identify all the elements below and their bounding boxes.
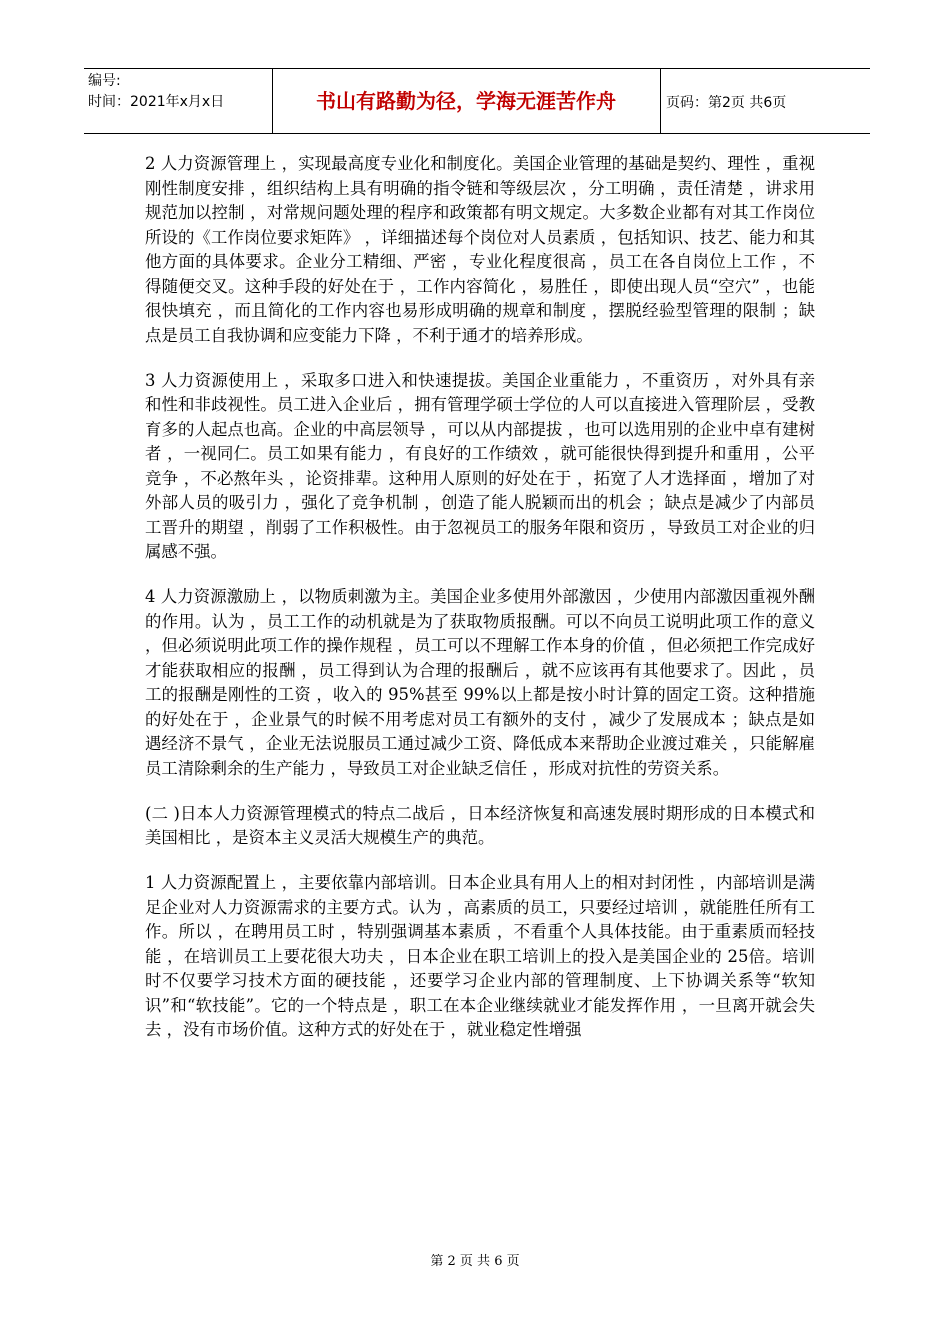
header-page-info: 页码：第2页 共6页 <box>666 95 787 111</box>
header-motto: 书山有路勤为径，学海无涯苦作舟 <box>316 89 616 113</box>
document-time-label: 时间：2021年x月x日 <box>88 94 225 110</box>
header-divider-right <box>660 69 661 133</box>
document-number-label: 编号: <box>88 73 121 89</box>
header-meta <box>88 71 224 113</box>
page-header <box>84 68 870 134</box>
paragraph-us-hr-management: 2 人力资源管理上 ，实现最高度专业化和制度化。美国企业管理的基础是契约、理性 ，重视刚性制度安排 ，组织结构上具有明确的指令链和等级层次 ，分工明确 ，责任清楚 ，讲求用规范加以控制 ，对常规问题处理的程序和政策都有明文规定。大多数企业都有对其工作岗位所设的《工作岗位要求矩阵》 ，详细描述每个岗位对人员素质 ，包括知识、技艺、能力和其他方面的具体要求。企业分工精细、严密 ，专业化程度很高 ，员工在各自岗位上工作 ，不得随便交叉。这种手段的好处在于 ，工作内容简化 ，易胜任 ，即使出现人员“空穴” ，也能很快填充 ，而且简化的工作内容也易形成明确的规章和制度 ，摆脱经验型管理的限制 ；缺点是员工自我协调和应变能力下降 ，不利于通才的培养形成。 <box>145 154 815 345</box>
document-body <box>145 152 815 1212</box>
paragraph-japan-hr-allocation: 1 人力资源配置上 ，主要依靠内部培训。日本企业具有用人上的相对封闭性 ，内部培训是满足企业对人力资源需求的主要方式。认为 ，高素质的员工，只要经过培训 ，就能胜任所有工作。所以 ，在聘用员工时 ，特别强调基本素质 ，不看重个人具体技能。由于重素质而轻技能 ，在培训员工上要花很大功夫 ，日本企业在职工培训上的投入是美国企业的 25倍。培训时不仅要学习技术方面的硬技能 ，还要学习企业内部的管理制度、上下协调关系等“软知识”和“软技能”。它的一个特点是 ，职工在本企业继续就业才能发挥作用 ，一旦离开就会失去 ，没有市场价值。这种方式的好处在于 ，就业稳定性增强 <box>145 873 815 1039</box>
paragraph-us-hr-usage: 3 人力资源使用上 ，采取多口进入和快速提拔。美国企业重能力 ，不重资历 ，对外具有亲和性和非歧视性。员工进入企业后 ，拥有管理学硕士学位的人可以直接进入管理阶层 ，受教育多的人起点也高。企业的中高层领导 ，可以从内部提拔 ，也可以选用别的企业中卓有建树者 ，一视同仁。员工如果有能力 ，有良好的工作绩效 ，就可能很快得到提升和重用 ，公平竞争 ，不必熬年头 ，论资排辈。这种用人原则的好处在于 ，拓宽了人才选择面 ，增加了对外部人员的吸引力 ，强化了竞争机制 ，创造了能人脱颖而出的机会 ；缺点是减少了内部员工晋升的期望 ，削弱了工作积极性。由于忽视员工的服务年限和资历 ，导致员工对企业的归属感不强。 <box>145 370 815 561</box>
paragraph-us-hr-incentive: 4 人力资源激励上 ，以物质刺激为主。美国企业多使用外部激因 ，少使用内部激因重视外酬的作用。认为 ，员工工作的动机就是为了获取物质报酬。可以不向员工说明此项工作的意义 ，但必须说明此项工作的操作规程 ，员工可以不理解工作本身的价值 ，但必须把工作完成好才能获取相应的报酬 ，员工得到认为合理的报酬后 ，就不应该再有其他要求了。因此 ，员工的报酬是刚性的工资 ，收入的 95%甚至 99%以上都是按小时计算的固定工资。这种措施的好处在于 ，企业景气的时候不用考虑对员工有额外的支付 ，减少了发展成本 ；缺点是如遇经济不景气 ，企业无法说服员工通过减少工资、降低成本来帮助企业渡过难关 ，只能解雇员工清除剩余的生产能力 ，导致员工对企业缺乏信任 ，形成对抗性的劳资关系。 <box>145 587 815 778</box>
paragraph-japan-model-intro: (二 )日本人力资源管理模式的特点二战后 ，日本经济恢复和高速发展时期形成的日本模式和美国相比 ，是资本主义灵活大规模生产的典范。 <box>145 803 815 847</box>
page-footer: 第 2 页 共 6 页 <box>430 1254 520 1269</box>
